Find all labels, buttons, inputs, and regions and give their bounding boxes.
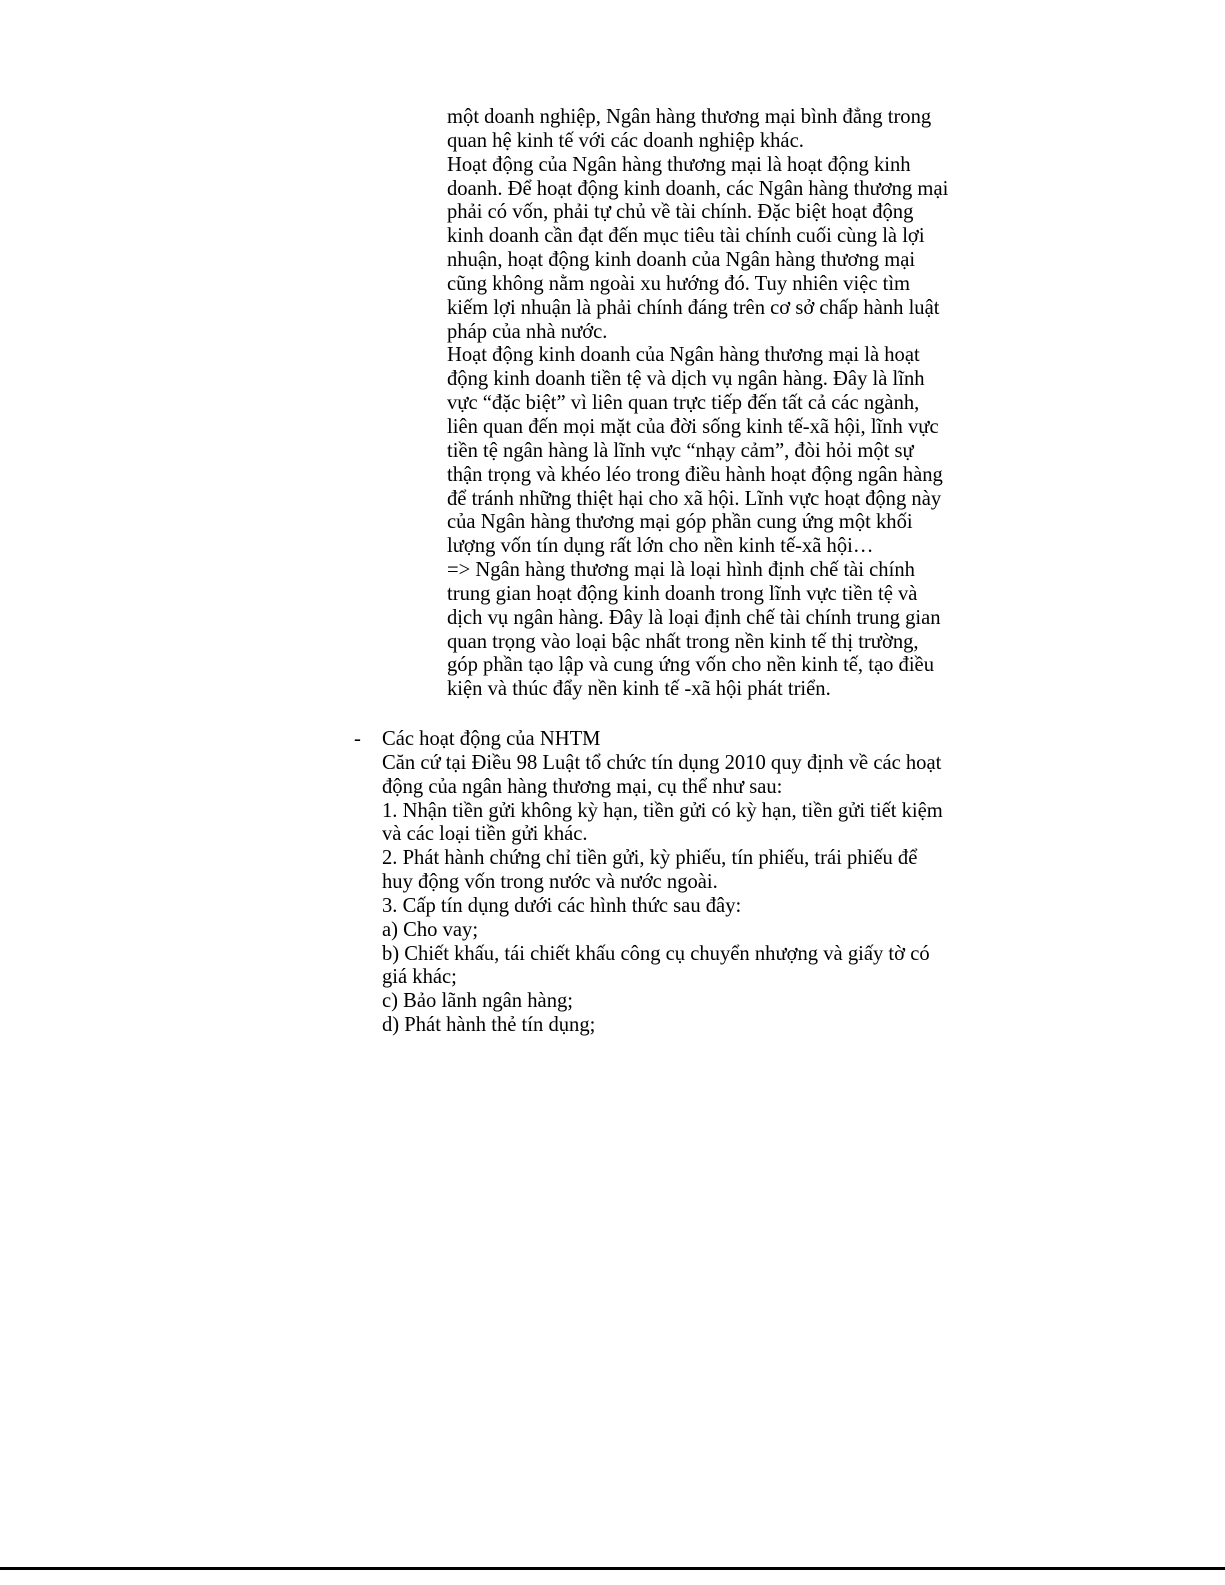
text-line: doanh. Để hoạt động kinh doanh, các Ngân hàng thương mại [447, 177, 949, 200]
text-line: lượng vốn tín dụng rất lớn cho nền kinh tế-xã hội… [447, 535, 874, 558]
text-line: để tránh những thiệt hại cho xã hội. Lĩnh vực hoạt động này [447, 487, 942, 510]
text-line: góp phần tạo lập và cung ứng vốn cho nền kinh tế, tạo điều [447, 654, 934, 677]
text-line: a) Cho vay; [382, 918, 479, 941]
text-line: Hoạt động của Ngân hàng thương mại là hoạt động kinh [447, 153, 911, 176]
bullet-item [340, 728, 980, 1038]
text-line: liên quan đến mọi mặt của đời sống kinh tế-xã hội, lĩnh vực [447, 415, 939, 438]
text-line: thận trọng và khéo léo trong điều hành hoạt động ngân hàng [447, 463, 943, 486]
text-line: quan trọng vào loại bậc nhất trong nền kinh tế thị trường, [447, 630, 919, 653]
text-line: kiếm lợi nhuận là phải chính đáng trên cơ sở chấp hành luật [447, 296, 940, 319]
text-line: b) Chiết khấu, tái chiết khấu công cụ chuyển nhượng và giấy tờ có [382, 942, 930, 965]
section-heading: Các hoạt động của NHTM [382, 728, 601, 750]
text-line: => Ngân hàng thương mại là loại hình định chế tài chính [447, 559, 915, 582]
text-line: trung gian hoạt động kinh doanh trong lĩnh vực tiền tệ và [447, 582, 918, 605]
text-line: vực “đặc biệt” vì liên quan trực tiếp đến tất cả các ngành, [447, 392, 920, 415]
text-line: và các loại tiền gửi khác. [382, 823, 588, 846]
bullet-marker: - [354, 728, 361, 750]
text-line: 2. Phát hành chứng chỉ tiền gửi, kỳ phiếu, tín phiếu, trái phiếu để [382, 847, 918, 870]
text-line: kiện và thúc đẩy nền kinh tế -xã hội phát triển. [447, 678, 831, 701]
page-bottom-border [0, 1567, 1225, 1570]
text-line: c) Bảo lãnh ngân hàng; [382, 990, 574, 1013]
text-line: động kinh doanh tiền tệ và dịch vụ ngân hàng. Đây là lĩnh [447, 368, 925, 391]
text-line: quan hệ kinh tế với các doanh nghiệp khác. [447, 129, 804, 152]
text-line: tiền tệ ngân hàng là lĩnh vực “nhạy cảm”, đòi hỏi một sự [447, 439, 914, 462]
text-line: Căn cứ tại Điều 98 Luật tổ chức tín dụng 2010 quy định về các hoạt [382, 751, 942, 774]
bank-activities-section [340, 728, 980, 1038]
text-line: pháp của nhà nước. [447, 320, 608, 343]
text-line: nhuận, hoạt động kinh doanh của Ngân hàng thương mại [447, 249, 916, 272]
text-line: huy động vốn trong nước và nước ngoài. [382, 871, 718, 894]
text-line: của Ngân hàng thương mại góp phần cung ứng một khối [447, 511, 913, 534]
text-line: 3. Cấp tín dụng dưới các hình thức sau đây: [382, 894, 742, 917]
text-line: giá khác; [382, 966, 457, 989]
text-line: phải có vốn, phải tự chủ về tài chính. Đặc biệt hoạt động [447, 201, 914, 224]
text-line: động của ngân hàng thương mại, cụ thể như sau: [382, 775, 783, 798]
text-line: dịch vụ ngân hàng. Đây là loại định chế tài chính trung gian [447, 606, 941, 629]
text-line: Hoạt động kinh doanh của Ngân hàng thương mại là hoạt [447, 344, 920, 367]
text-line: 1. Nhận tiền gửi không kỳ hạn, tiền gửi có kỳ hạn, tiền gửi tiết kiệm [382, 799, 943, 822]
bullet-content [382, 728, 980, 1038]
commercial-bank-characteristics-block [447, 106, 967, 702]
text-line: d) Phát hành thẻ tín dụng; [382, 1014, 596, 1037]
text-line: kinh doanh cần đạt đến mục tiêu tài chính cuối cùng là lợi [447, 225, 925, 248]
text-line: một doanh nghiệp, Ngân hàng thương mại bình đẳng trong [447, 106, 932, 128]
text-line: cũng không nằm ngoài xu hướng đó. Tuy nhiên việc tìm [447, 272, 911, 295]
